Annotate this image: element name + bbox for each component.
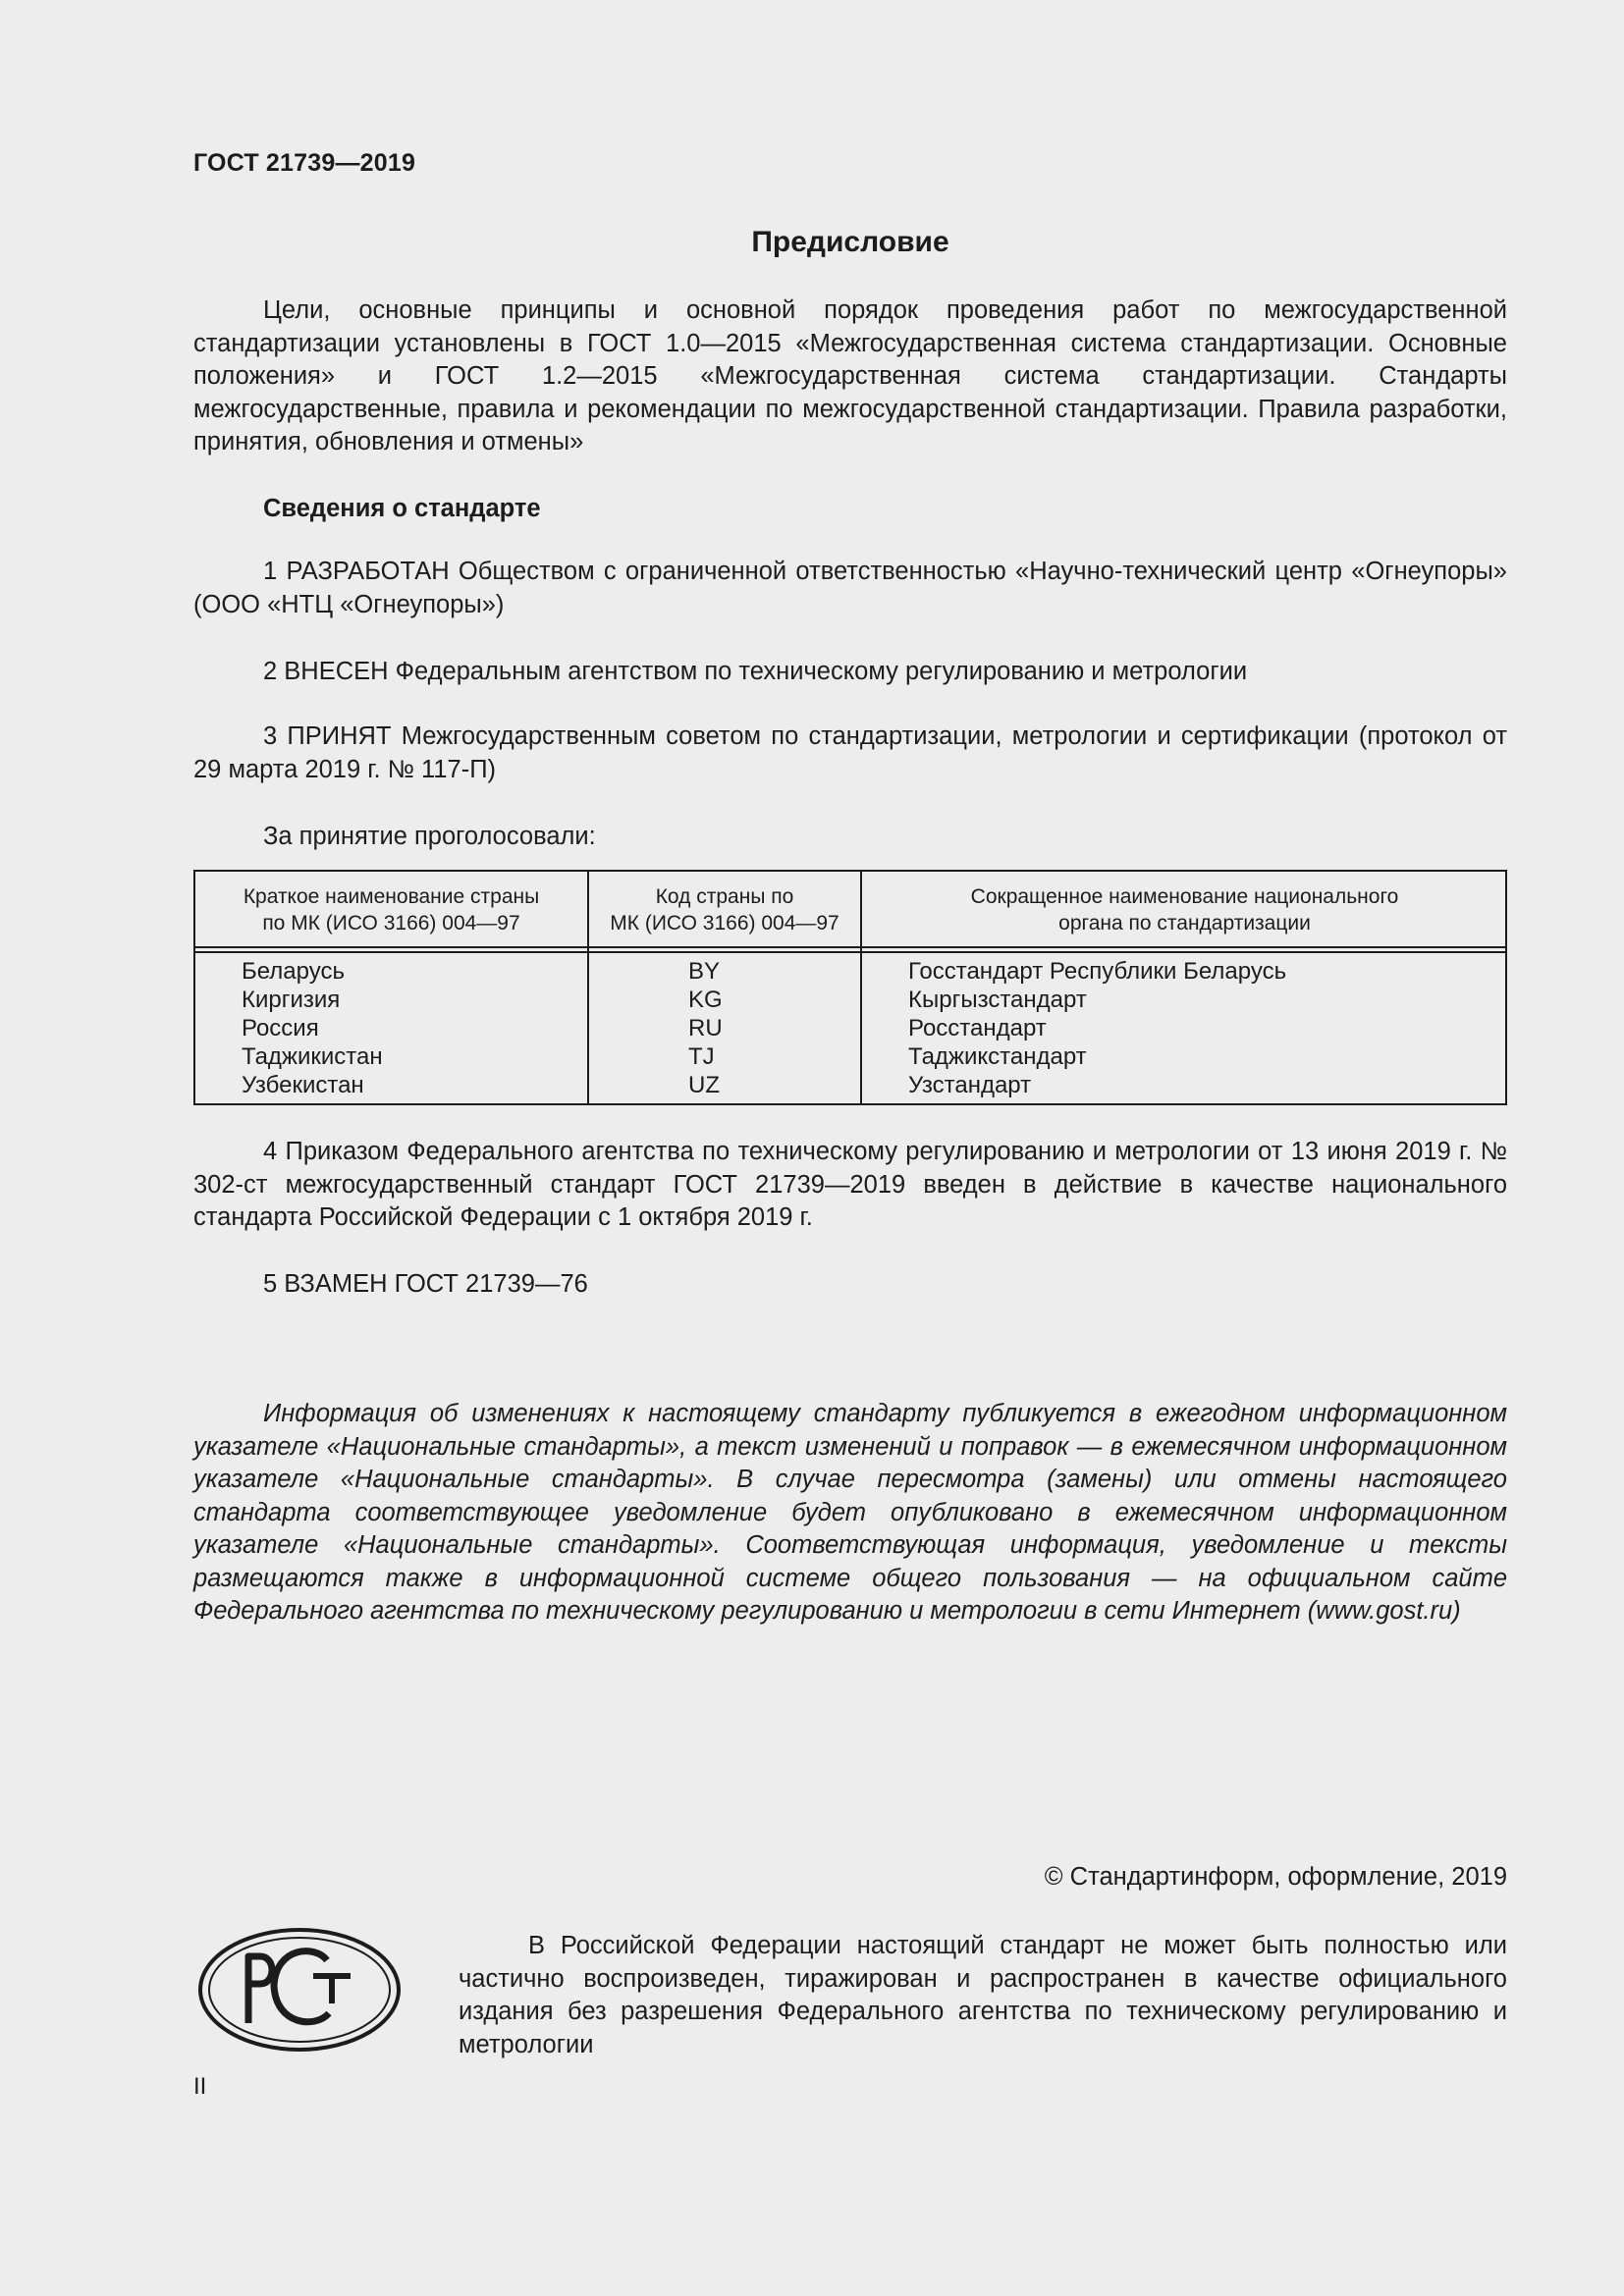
- country-column: [242, 957, 383, 1099]
- item-5-paragraph: 5 ВЗАМЕН ГОСТ 21739—76: [263, 1270, 588, 1298]
- intro-paragraph: Цели, основные принципы и основной порядок проведения работ по межгосударственной стандартизации установлены в ГОСТ 1.0—2015 «Межгосударственная система стандартизации. Основные положения» и ГОСТ 1.2—2015 «Межгосударственная система стандартизации. Стандарты межгосударственные, правила и рекомендации по межгосударственной стандартизации. Правила разработки, принятия, обновления и отмены»: [193, 296, 1507, 455]
- header-line: Краткое наименование страны: [243, 885, 540, 908]
- item-1-paragraph: 1 РАЗРАБОТАН Обществом с ограниченной ответственностью «Научно-технический центр «Огнеупоры» (ООО «НТЦ «Огнеупоры»): [193, 558, 1507, 618]
- table-cell-body: Таджикстандарт: [908, 1043, 1087, 1070]
- table-cell-code: UZ: [688, 1072, 720, 1098]
- table-cell-body: Росстандарт: [908, 1015, 1047, 1041]
- vote-intro: За принятие проголосовали:: [263, 823, 596, 850]
- table-cell-code: BY: [688, 958, 721, 985]
- table-cell-code: TJ: [688, 1043, 715, 1070]
- table-cell-body: Узстандарт: [908, 1072, 1032, 1098]
- table-header-country: [195, 883, 587, 936]
- table-header-divider: [195, 946, 1505, 948]
- code-column: [688, 957, 723, 1099]
- table-cell-country: Таджикистан: [242, 1043, 383, 1070]
- page-title: Предисловие: [751, 226, 949, 258]
- table-cell-code: KG: [688, 987, 723, 1013]
- section-heading: Сведения о стандарте: [263, 495, 541, 522]
- header-line: МК (ИСО 3166) 004—97: [610, 912, 839, 934]
- body-column: [908, 957, 1286, 1099]
- page-number: II: [193, 2073, 207, 2100]
- document-page: [193, 0, 1507, 2296]
- copyright: © Стандартинформ, оформление, 2019: [1044, 1863, 1507, 1891]
- table-header-divider: [195, 951, 1505, 953]
- rights-notice: В Российской Федерации настоящий стандарт не может быть полностью или частично воспроизведен, тиражирован и распространен в качестве официального издания без разрешения Федерального агентства по техническому регулированию и метрологии: [459, 1932, 1507, 2058]
- info-notice: Информация об изменениях к настоящему стандарту публикуется в ежегодном информационном указателе «Национальные стандарты», а текст изменений и поправок — в ежемесячном информационном указателе «Национальные стандарты». В случае пересмотра (замены) или отмены настоящего стандарта соответствующее уведомление будет опубликовано в ежемесячном информационном указателе «Национальные стандарты». Соответствующая информация, уведомление и тексты размещаются также в информационной системе общего пользования — на официальном сайте Федерального агентства по техническому регулированию и метрологии в сети Интернет (www.gost.ru): [193, 1400, 1507, 1625]
- item-2-paragraph: 2 ВНЕСЕН Федеральным агентством по техническому регулированию и метрологии: [263, 658, 1248, 685]
- rst-certification-mark-icon: [197, 1927, 402, 2053]
- table-cell-country: Узбекистан: [242, 1072, 364, 1098]
- item-3-paragraph: 3 ПРИНЯТ Межгосударственным советом по стандартизации, метрологии и сертификации (протокол от 29 марта 2019 г. № 117-П): [193, 722, 1507, 783]
- header-line: по МК (ИСО 3166) 004—97: [262, 912, 520, 934]
- table-cell-country: Киргизия: [242, 987, 341, 1013]
- vote-table: [193, 870, 1507, 1105]
- table-cell-body: Госстандарт Республики Беларусь: [908, 958, 1287, 985]
- table-cell-code: RU: [688, 1015, 723, 1041]
- item-4-paragraph: 4 Приказом Федерального агентства по техническому регулированию и метрологии от 13 июня 2019 г. № 302-ст межгосударственный стандарт ГОСТ 21739—2019 введен в действие в качестве национального стандарта Российской Федерации с 1 октября 2019 г.: [193, 1138, 1507, 1231]
- table-header-body: [862, 883, 1507, 936]
- table-cell-country: Россия: [242, 1015, 319, 1041]
- header-line: Код страны по: [655, 885, 794, 908]
- document-id: ГОСТ 21739—2019: [193, 149, 416, 177]
- table-cell-country: Беларусь: [242, 958, 345, 985]
- table-cell-body: Кыргызстандарт: [908, 987, 1087, 1013]
- table-header-code: [589, 883, 860, 936]
- header-line: органа по стандартизации: [1058, 912, 1311, 934]
- header-line: Сокращенное наименование национального: [970, 885, 1399, 908]
